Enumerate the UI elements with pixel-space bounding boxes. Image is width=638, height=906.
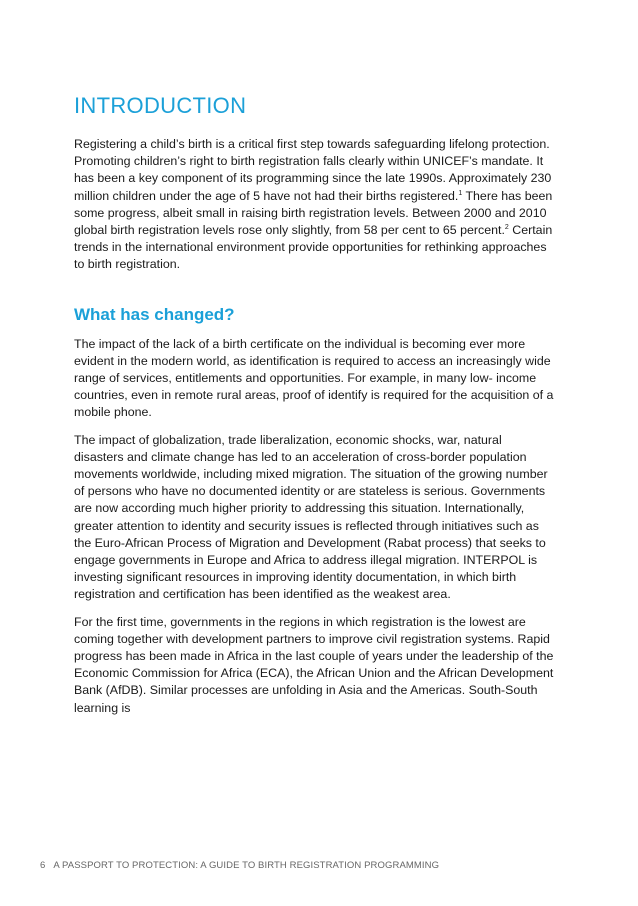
footnote-marker-2[interactable]: 2 (504, 223, 509, 231)
section-title: INTRODUCTION (74, 93, 247, 118)
main-content (74, 92, 554, 727)
body-paragraph: For the first time, governments in the regions in which registration is the lowest are coming together with development partners to improve civil registration systems. Rapid progress has been made in Africa in the last couple of years under the leadership of the Economic Commission for Africa (ECA), the African Union and the African Development Bank (AfDB). Similar processes are unfolding in Asia and the Americas. South-South learning is (74, 614, 554, 715)
intro-paragraph (74, 136, 554, 274)
intro-text-part1: Registering a child’s birth is a critical first step towards safeguarding lifelong protection. Promoting children’s right to birth registration falls clearly within UNICEF’s mandate. It has been a key component of its programming since the late 1990s. Approximately 230 million children under the age of 5 have not had their births registered. (74, 137, 552, 203)
footnote-marker-1[interactable]: 1 (458, 189, 463, 197)
intro-text-part2: There has been some progress, albeit small in raising birth registration levels. Between 2000 and 2010 global birth registration levels rose only slightly, from 58 per cent to 65 percent. (74, 188, 553, 238)
page-footer (40, 860, 439, 871)
intro-text-part3: Certain trends in the international environment provide opportunities for rethinking approaches to birth registration. (74, 223, 553, 272)
body-paragraph: The impact of the lack of a birth certificate on the individual is becoming ever more evident in the modern world, as identification is required to access an increasingly wide range of services, entitlements and opportunities. For example, in many low- income countries, even in remote rural areas, proof of identify is required for the acquisition of a mobile phone. (74, 336, 554, 420)
body-paragraph: The impact of globalization, trade liberalization, economic shocks, war, natural disasters and climate change has led to an acceleration of cross-border population movements worldwide, including mixed migration. The situation of the growing number of persons who have no documented identity or are stateless is serious. Governments are now according much higher priority to addressing this situation. Internationally, greater attention to identity and security issues is reflected through initiatives such as the Euro-African Process of Migration and Development (Rabat process) that seeks to engage governments in Europe and Africa to address illegal migration. INTERPOL is investing significant resources in improving identity documentation, in which birth registration and certification has been identified as the weakest area. (74, 432, 548, 602)
running-title: A PASSPORT TO PROTECTION: A GUIDE TO BIRTH REGISTRATION PROGRAMMING (53, 860, 440, 871)
page-number: 6 (40, 860, 46, 871)
subheading-what-has-changed: What has changed? (74, 304, 235, 324)
